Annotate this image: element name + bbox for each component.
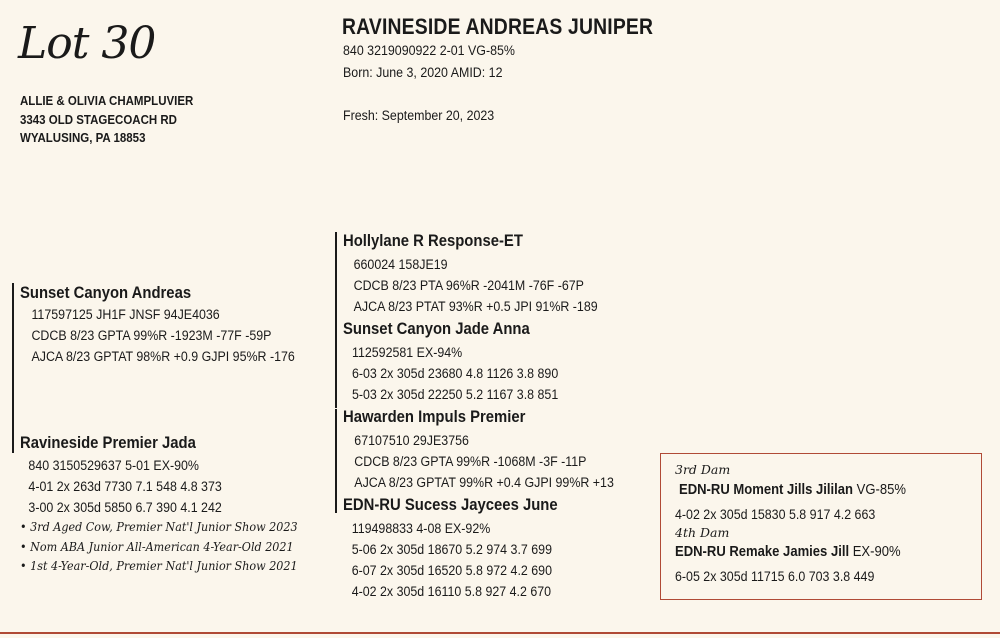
consignor-city: WYALUSING, PA 18853 bbox=[20, 131, 146, 145]
sire-sire-info bbox=[343, 254, 608, 317]
sire-parents-bracket bbox=[335, 232, 337, 408]
lot-number: Lot 30 bbox=[18, 18, 156, 69]
fourth-dam-label: 4th Dam bbox=[675, 525, 730, 540]
dam-dam-line: 119498833 4-08 EX-92% bbox=[351, 521, 491, 536]
dam-parents-bracket bbox=[335, 409, 337, 513]
sire-sire-name: Hollylane R Response-ET bbox=[343, 232, 523, 250]
sire-dam-line: 112592581 EX-94% bbox=[351, 345, 463, 360]
registration-line: 840 3219090922 2-01 VG-85% bbox=[343, 43, 515, 58]
dam-name: Ravineside Premier Jada bbox=[20, 434, 196, 452]
sire-dam-bracket bbox=[12, 283, 14, 453]
dam-dam-info bbox=[343, 518, 561, 602]
ancestry-box bbox=[660, 453, 982, 600]
fourth-dam-title bbox=[675, 544, 901, 560]
honor-item: • 3rd Aged Cow, Premier Nat'l Junior Show 2023 bbox=[20, 520, 298, 534]
born-line: Born: June 3, 2020 AMID: 12 bbox=[343, 65, 503, 80]
dam-dam-name: EDN-RU Sucess Jaycees June bbox=[343, 496, 558, 514]
consignor-street: 3343 OLD STAGECOACH RD bbox=[20, 112, 177, 127]
dam-dam-line: 6-07 2x 305d 16520 5.8 972 4.2 690 bbox=[351, 563, 552, 578]
sire-sire-line: CDCB 8/23 PTA 96%R -2041M -76F -67P bbox=[353, 278, 584, 293]
third-dam-classification: VG-85% bbox=[853, 482, 906, 498]
fresh-line: Fresh: September 20, 2023 bbox=[343, 108, 495, 123]
sire-dam-line: 5-03 2x 305d 22250 5.2 1167 3.8 851 bbox=[351, 387, 559, 402]
sire-line: 117597125 JH1F JNSF 94JE4036 bbox=[31, 307, 220, 322]
sire-line: CDCB 8/23 GPTA 99%R -1923M -77F -59P bbox=[31, 328, 272, 343]
dam-sire-name: Hawarden Impuls Premier bbox=[343, 408, 526, 426]
dam-sire-line: AJCA 8/23 GPTAT 99%R +0.4 GJPI 99%R +13 bbox=[354, 475, 614, 490]
dam-line: 840 3150529637 5-01 EX-90% bbox=[28, 458, 199, 473]
dam-sire-info bbox=[343, 430, 625, 493]
sire-sire-line: 660024 158JE19 bbox=[353, 257, 448, 272]
fourth-dam-classification: EX-90% bbox=[849, 544, 901, 560]
third-dam-name: EDN-RU Moment Jills Jililan bbox=[679, 482, 854, 498]
sire-dam-line: 6-03 2x 305d 23680 4.8 1126 3.8 890 bbox=[351, 366, 559, 381]
fourth-dam-record: 6-05 2x 305d 11715 6.0 703 3.8 449 bbox=[675, 569, 875, 584]
honor-item: • Nom ABA Junior All-American 4-Year-Old 2021 bbox=[20, 539, 294, 554]
bottom-border bbox=[0, 632, 1000, 634]
dam-sire-line: CDCB 8/23 GPTA 99%R -1068M -3F -11P bbox=[354, 454, 587, 469]
dam-honors bbox=[20, 518, 319, 577]
sire-line: AJCA 8/23 GPTAT 98%R +0.9 GJPI 95%R -176 bbox=[31, 349, 295, 364]
dam-info bbox=[20, 455, 230, 518]
dam-dam-line: 4-02 2x 305d 16110 5.8 927 4.2 670 bbox=[351, 584, 552, 599]
dam-line: 4-01 2x 263d 7730 7.1 548 4.8 373 bbox=[28, 479, 222, 494]
dam-dam-line: 5-06 2x 305d 18670 5.2 974 3.7 699 bbox=[351, 542, 552, 557]
sire-dam-name: Sunset Canyon Jade Anna bbox=[343, 320, 530, 338]
animal-name: RAVINESIDE ANDREAS JUNIPER bbox=[342, 14, 654, 39]
sire-dam-info bbox=[343, 342, 567, 405]
sire-info bbox=[20, 304, 306, 367]
third-dam-record: 4-02 2x 305d 15830 5.8 917 4.2 663 bbox=[675, 507, 876, 522]
fourth-dam-name: EDN-RU Remake Jamies Jill bbox=[675, 544, 850, 560]
dam-line: 3-00 2x 305d 5850 6.7 390 4.1 242 bbox=[28, 500, 222, 515]
sire-name: Sunset Canyon Andreas bbox=[20, 284, 192, 302]
sire-sire-line: AJCA 8/23 PTAT 93%R +0.5 JPI 91%R -189 bbox=[353, 299, 598, 314]
consignor-address bbox=[20, 92, 193, 148]
dam-sire-line: 67107510 29JE3756 bbox=[354, 433, 469, 448]
consignor-name: ALLIE & OLIVIA CHAMPLUVIER bbox=[20, 94, 194, 108]
honor-item: • 1st 4-Year-Old, Premier Nat'l Junior Show 2021 bbox=[20, 559, 298, 573]
third-dam-label: 3rd Dam bbox=[675, 462, 731, 477]
third-dam-title bbox=[679, 482, 906, 498]
